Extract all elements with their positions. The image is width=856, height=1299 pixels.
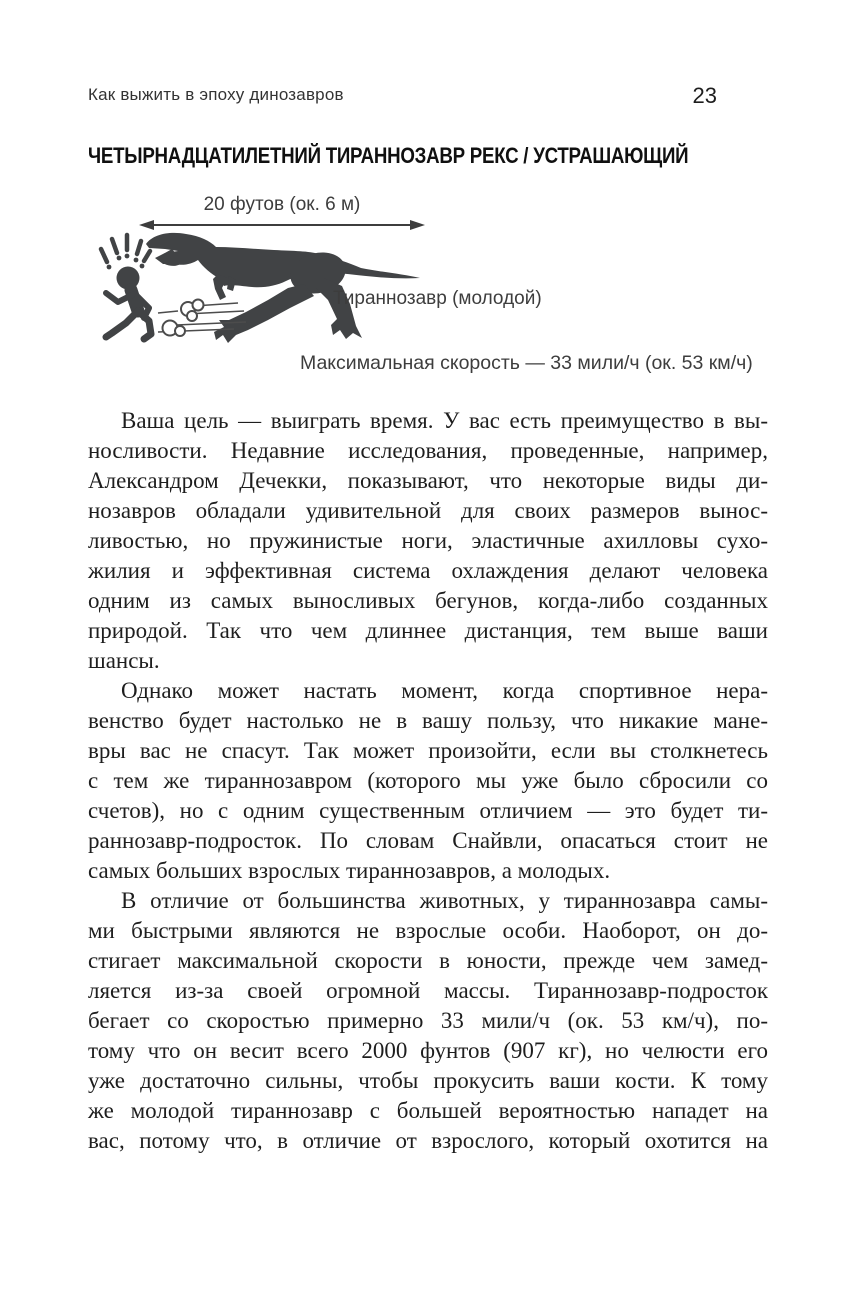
dinosaur-label: Тираннозавр (молодой) — [333, 288, 542, 309]
text-line: нозавров обладали удивительной для своих размеров вынос- — [88, 498, 768, 523]
dinosaur-figure — [88, 192, 768, 397]
text-line: бегает со скоростью примерно 33 мили/ч (ок. 53 км/ч), по- — [88, 1008, 768, 1033]
text-line: раннозавр-подросток. По словам Снайвли, опасаться стоит не — [88, 828, 768, 853]
text-line: Ваша цель — выиграть время. У вас есть преимущество в вы- — [121, 408, 768, 433]
text-line: ми быстрыми являются не взрослые особи. Наоборот, он до- — [88, 918, 768, 943]
text-line: ляется из-за своей огромной массы. Тираннозавр-подросток — [88, 978, 768, 1003]
text-line: шансы. — [88, 648, 160, 673]
text-line: счетов), но с одним существенным отличием — это будет ти- — [88, 798, 768, 823]
text-line: ливостью, но пружинистые ноги, эластичные ахилловы сухо- — [88, 528, 768, 553]
running-title: Как выжить в эпоху динозавров — [88, 85, 344, 104]
text-line: уже достаточно сильны, чтобы прокусить ваши кости. К тому — [88, 1068, 768, 1093]
exclamation-marks-icon — [101, 235, 150, 269]
text-line: жилия и эффективная система охлаждения делают человека — [88, 558, 768, 583]
paragraph — [88, 406, 768, 676]
dimension-arrow-icon — [139, 220, 425, 230]
text-line: В отличие от большинства животных, у тираннозавра самы- — [121, 888, 768, 913]
speed-caption: Максимальная скорость — 33 мили/ч (ок. 53 км/ч) — [300, 352, 753, 374]
text-line: стигает максимальной скорости в юности, прежде чем замед- — [88, 948, 768, 973]
section-title: ЧЕТЫРНАДЦАТИЛЕТНИЙ ТИРАННОЗАВР РЕКС / УСТРАШАЮЩИЙ — [88, 143, 689, 168]
dimension-label: 20 футов (ок. 6 м) — [203, 194, 361, 215]
page-header — [88, 83, 768, 111]
text-line: Александром Дечекки, показывают, что некоторые виды ди- — [88, 468, 768, 493]
text-line: вры вас не спасут. Так может произойти, если вы столкнетесь — [88, 738, 768, 763]
page-number: 23 — [692, 83, 717, 108]
text-line: Однако может настать момент, когда спортивное нера- — [121, 678, 768, 703]
text-line: самых больших взрослых тираннозавров, а молодых. — [88, 858, 611, 883]
text-line: с тем же тираннозавром (которого мы уже было сбросили со — [88, 768, 768, 793]
text-line: носливости. Недавние исследования, проведенные, например, — [88, 438, 768, 463]
text-line: венство будет настолько не в вашу пользу, что никакие мане- — [88, 708, 768, 733]
running-person-icon — [106, 267, 151, 340]
text-line: природой. Так что чем длиннее дистанция, тем выше ваши — [88, 618, 768, 643]
paragraph — [88, 886, 768, 1156]
text-line: одним из самых выносливых бегунов, когда-либо созданных — [88, 588, 768, 613]
text-line: же молодой тираннозавр с большей вероятностью нападет на — [88, 1098, 768, 1123]
paragraph — [88, 676, 768, 886]
body-text — [88, 406, 768, 1156]
text-line: вас, потому что, в отличие от взрослого, который охотится на — [88, 1128, 768, 1153]
text-line: тому что он весит всего 2000 фунтов (907 кг), но челюсти его — [88, 1038, 768, 1063]
